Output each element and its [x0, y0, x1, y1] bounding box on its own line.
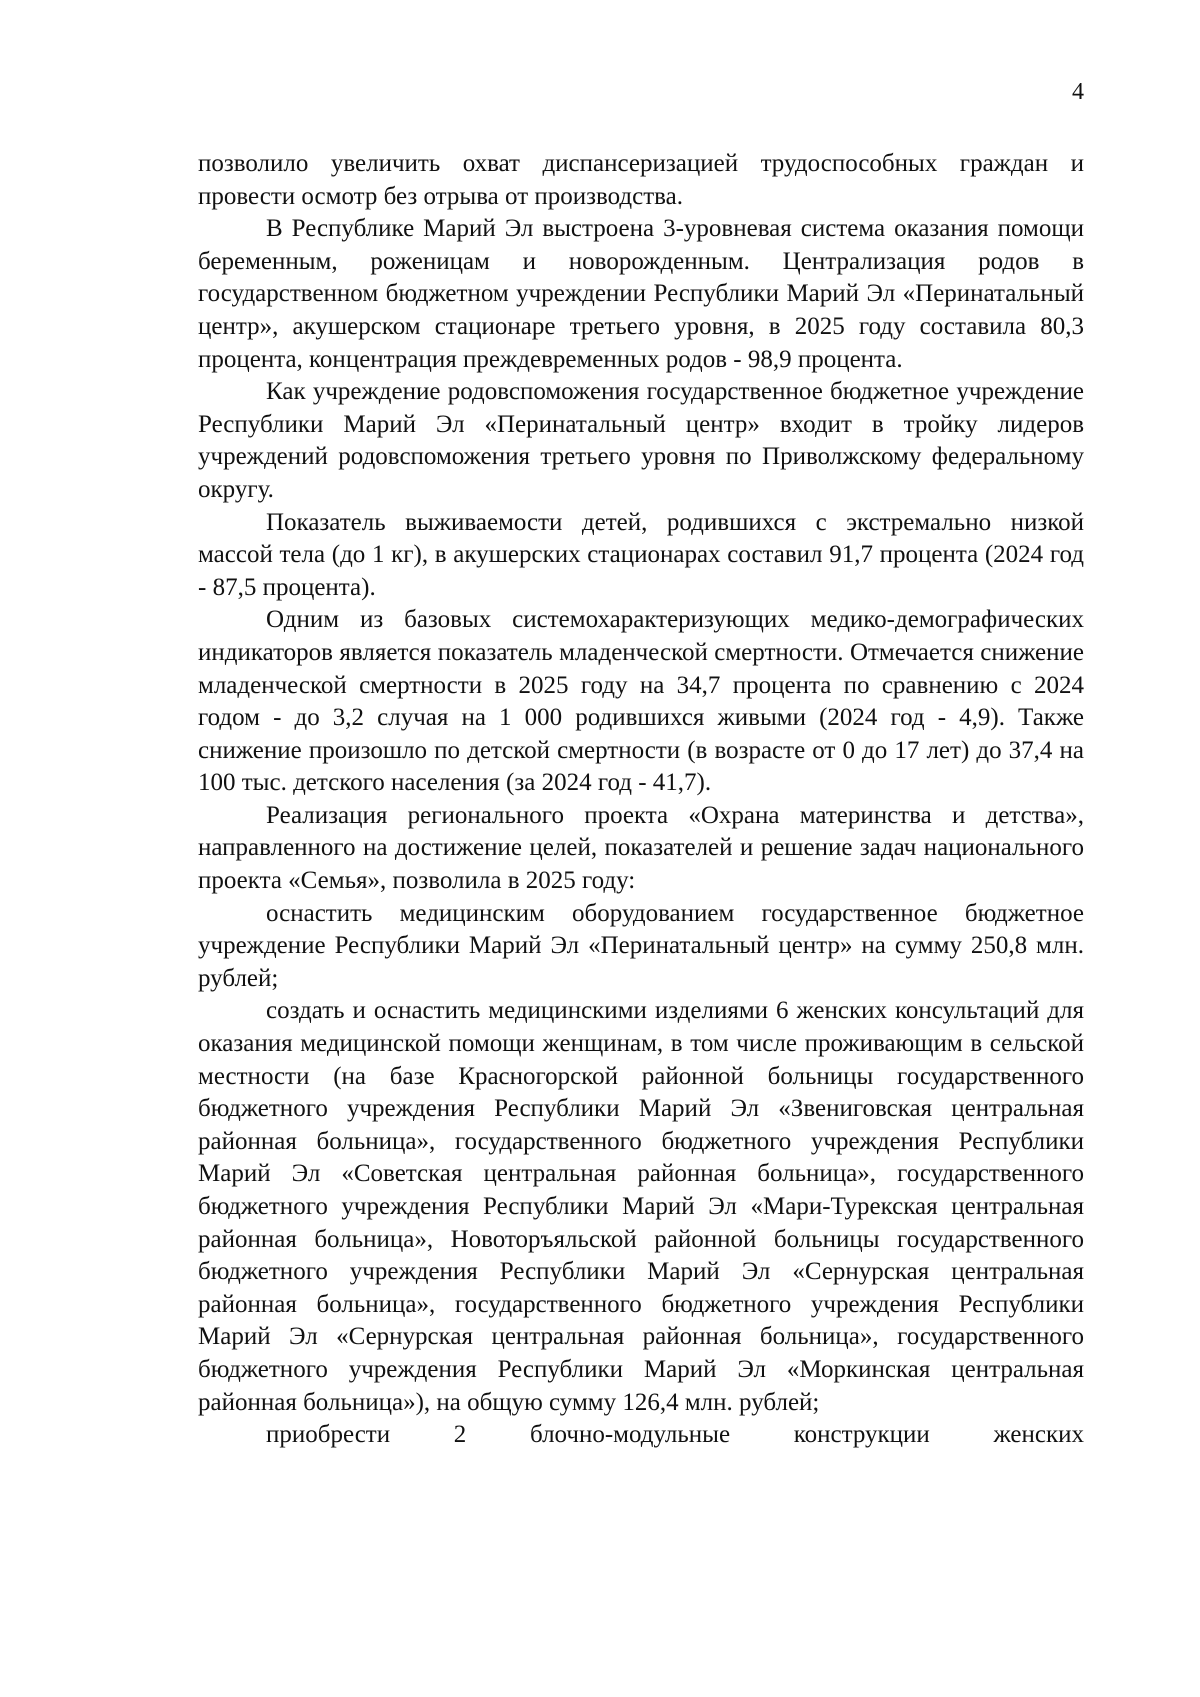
document-body	[198, 148, 1084, 1452]
paragraph-modular-constructions: приобрести 2 блочно-модульные конструкции женских	[266, 1421, 1084, 1449]
paragraph-continuation: позволило увеличить охват диспансеризацией трудоспособных граждан и провести осмотр без отрыва от производства.	[198, 150, 1084, 210]
page-number: 4	[1072, 79, 1084, 105]
paragraph-womens-consultations: создать и оснастить медицинскими изделиями 6 женских консультаций для оказания медицинской помощи женщинам, в том числе проживающим в сельской местности (на базе Красногорской районной больницы государственного бюджетного учреждения Республики Марий Эл «Звениговская центральная районная больница», государственного бюджетного учреждения Республики Марий Эл «Советская центральная районная больница», государственного бюджетного учреждения Республики Марий Эл «Мари-Турекская центральная районная больница», Новоторъяльской районной больницы государственного бюджетного учреждения Республики Марий Эл «Сернурская центральная районная больница», государственного бюджетного учреждения Республики Марий Эл «Сернурская центральная районная больница», государственного бюджетного учреждения Республики Марий Эл «Моркинская центральная районная больница»), на общую сумму 126,4 млн. рублей;	[198, 997, 1084, 1416]
paragraph-infant-mortality: Одним из базовых системохарактеризующих медико-демографических индикаторов является показатель младенческой смертности. Отмечается снижение младенческой смертности в 2025 году на 34,7 процента по сравнению с 2024 годом - до 3,2 случая на 1 000 родившихся живыми (2024 год - 4,9). Также снижение произошло по детской смертности (в возрасте от 0 до 17 лет) до 37,4 на 100 тыс. детского населения (за 2024 год - 41,7).	[198, 606, 1084, 797]
paragraph-regional-project: Реализация регионального проекта «Охрана материнства и детства», направленного на достижение целей, показателей и решение задач национального проекта «Семья», позволила в 2025 году:	[198, 801, 1084, 895]
paragraph-three-level-system: В Республике Марий Эл выстроена 3-уровневая система оказания помощи беременным, роженицам и новорожденным. Централизация родов в государственном бюджетном учреждении Республики Марий Эл «Перинатальный центр», акушерском стационаре третьего уровня, в 2025 году составила 80,3 процента, концентрация преждевременных родов - 98,9 процента.	[198, 215, 1084, 373]
paragraph-equip-perinatal-center: оснастить медицинским оборудованием государственное бюджетное учреждение Республики Марий Эл «Перинатальный центр» на сумму 250,8 млн. рублей;	[198, 899, 1084, 992]
paragraph-survival-rate: Показатель выживаемости детей, родившихся с экстремально низкой массой тела (до 1 кг), в акушерских стационарах составил 91,7 процента (2024 год - 87,5 процента).	[198, 508, 1084, 601]
paragraph-perinatal-center-leaders: Как учреждение родовспоможения государственное бюджетное учреждение Республики Марий Эл «Перинатальный центр» входит в тройку лидеров учреждений родовспоможения третьего уровня по Приволжскому федеральному округу.	[198, 378, 1084, 503]
